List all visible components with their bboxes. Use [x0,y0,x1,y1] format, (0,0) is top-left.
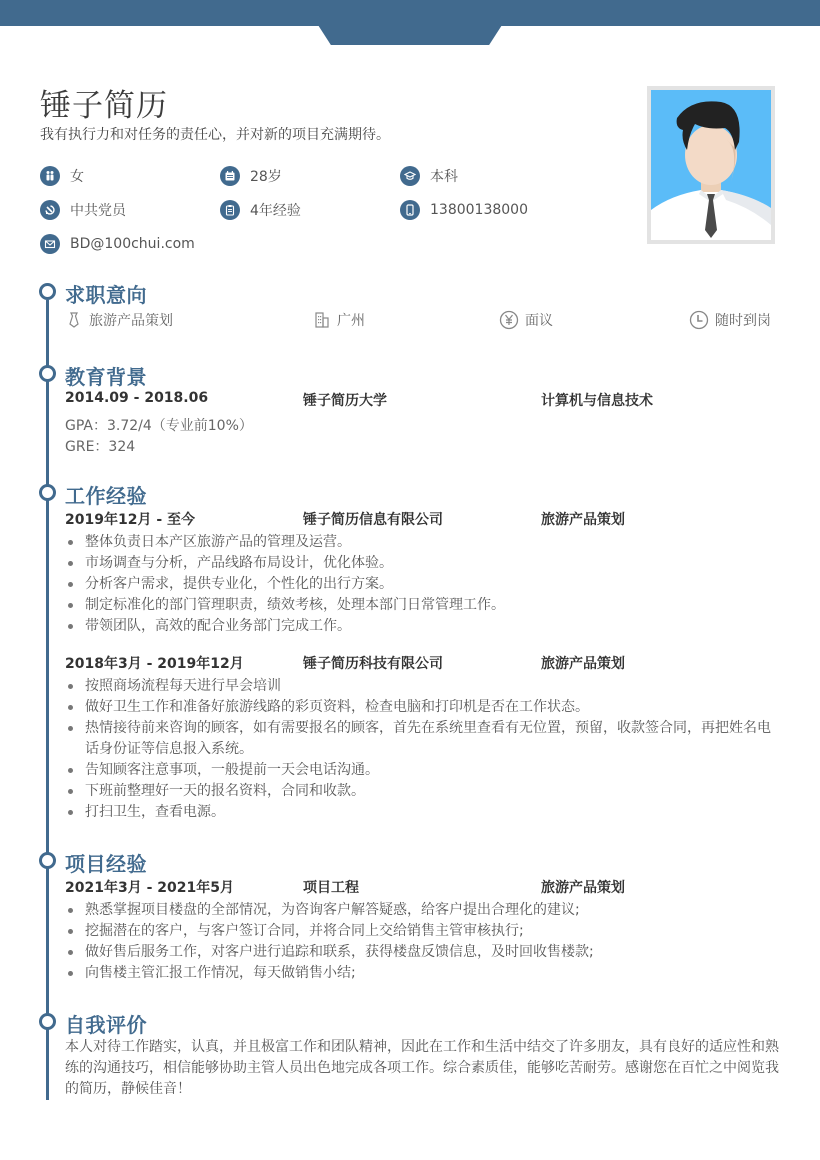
intent-position [65,310,173,330]
work-period: 2019年12月 - 至今 [65,512,196,528]
section-title-work: 工作经验 [65,484,147,508]
section-marker-education [39,365,56,382]
intent-salary-value: 面议 [525,313,553,329]
work-duties-list [65,532,777,637]
info-phone [400,199,528,221]
section-title-project: 项目经验 [65,852,147,876]
list-item: 挖掘潜在的客户，与客户签订合同，并将合同上交给销售主管审核执行; [65,921,777,942]
info-age [220,165,282,187]
info-party [40,199,126,221]
intent-salary [499,310,553,330]
info-email [40,233,195,255]
work-company: 锤子简历科技有限公司 [303,656,443,672]
resume-motto: 我有执行力和对任务的责任心，并对新的项目充满期待。 [40,127,390,143]
work-role: 旅游产品策划 [541,656,625,672]
list-item: 告知顾客注意事项，一般提前一天会电话沟通。 [65,760,777,781]
list-item: 向售楼主管汇报工作情况，每天做销售小结; [65,963,777,984]
work-period: 2018年3月 - 2019年12月 [65,656,244,672]
info-email-value[interactable]: BD@100chui.com [70,236,195,252]
section-marker-work [39,484,56,501]
info-phone-value[interactable]: 13800138000 [430,202,528,218]
list-item: 下班前整理好一天的报名资料，合同和收款。 [65,781,777,802]
list-item: 做好卫生工作和准备好旅游线路的彩页资料，检查电脑和打印机是否在工作状态。 [65,697,777,718]
profile-photo [647,86,775,244]
list-item: 分析客户需求，提供专业化，个性化的出行方案。 [65,574,777,595]
gender-icon [40,166,60,186]
calendar-icon [220,166,240,186]
list-item: 熟悉掌握项目楼盘的全部情况，为咨询客户解答疑惑，给客户提出合理化的建议; [65,900,777,921]
header-banner [0,0,820,26]
section-marker-intent [39,283,56,300]
list-item: 做好售后服务工作，对客户进行追踪和联系，获得楼盘反馈信息，及时回收售楼款; [65,942,777,963]
party-icon [40,200,60,220]
job-intent-row [65,310,775,332]
project-role: 旅游产品策划 [541,880,625,896]
intent-city [313,310,365,330]
work-entry-header [65,509,775,529]
clipboard-icon [220,200,240,220]
list-item: 带领团队，高效的配合业务部门完成工作。 [65,616,777,637]
intent-availability [689,310,771,330]
education-gre: GRE：324 [65,439,136,455]
info-party-value: 中共党员 [70,203,126,219]
info-age-value: 28岁 [250,169,282,185]
list-item: 热情接待前来咨询的顾客，如有需要报名的顾客，首先在系统里查看有无位置，预留，收款签合同，再把姓名电话身份证等信息报入系统。 [65,718,777,760]
info-degree [400,165,458,187]
section-title-education: 教育背景 [65,365,147,389]
project-entry-header [65,877,775,897]
education-major: 计算机与信息技术 [541,393,653,409]
tie-icon [65,311,83,329]
info-gender [40,165,84,187]
info-degree-value: 本科 [430,169,458,185]
section-title-self: 自我评价 [65,1013,147,1037]
work-company: 锤子简历信息有限公司 [303,512,443,528]
info-gender-value: 女 [70,169,84,185]
project-duties-list [65,900,777,984]
project-name: 项目工程 [303,880,359,896]
building-icon [313,311,331,329]
list-item: 市场调查与分析，产品线路布局设计，优化体验。 [65,553,777,574]
graduation-icon [400,166,420,186]
avatar-illustration [651,90,771,240]
education-period: 2014.09 - 2018.06 [65,390,209,406]
section-title-intent: 求职意向 [65,283,147,307]
intent-city-value: 广州 [337,313,365,329]
self-evaluation-text: 本人对待工作踏实，认真，并且极富工作和团队精神，因此在工作和生活中结交了许多朋友，具有良好的适应性和熟练的沟通技巧，相信能够协助主管人员出色地完成各项工作。综合素质佳，能够吃苦耐劳。感谢您在百忙之中阅览我的简历，静候佳音！ [65,1039,779,1097]
project-period: 2021年3月 - 2021年5月 [65,880,234,896]
list-item: 打扫卫生，查看电源。 [65,802,777,823]
yen-icon [499,310,519,330]
section-marker-project [39,852,56,869]
phone-icon [400,200,420,220]
work-role: 旅游产品策划 [541,512,625,528]
info-experience-value: 4年经验 [250,203,301,219]
info-experience [220,199,301,221]
header-tab-decoration [318,25,502,45]
list-item: 整体负责日本产区旅游产品的管理及运营。 [65,532,777,553]
intent-availability-value: 随时到岗 [715,313,771,329]
list-item: 制定标准化的部门管理职责，绩效考核，处理本部门日常管理工作。 [65,595,777,616]
timeline-line [46,300,49,1100]
clock-icon [689,310,709,330]
resume-name: 锤子简历 [40,88,168,124]
work-duties-list [65,676,777,823]
work-entry-header [65,653,775,673]
education-entry-header [65,390,775,410]
list-item: 按照商场流程每天进行早会培训 [65,676,777,697]
mail-icon [40,234,60,254]
section-marker-self [39,1013,56,1030]
intent-position-value: 旅游产品策划 [89,313,173,329]
education-gpa: GPA：3.72/4（专业前10%） [65,418,253,434]
education-school: 锤子简历大学 [303,393,387,409]
